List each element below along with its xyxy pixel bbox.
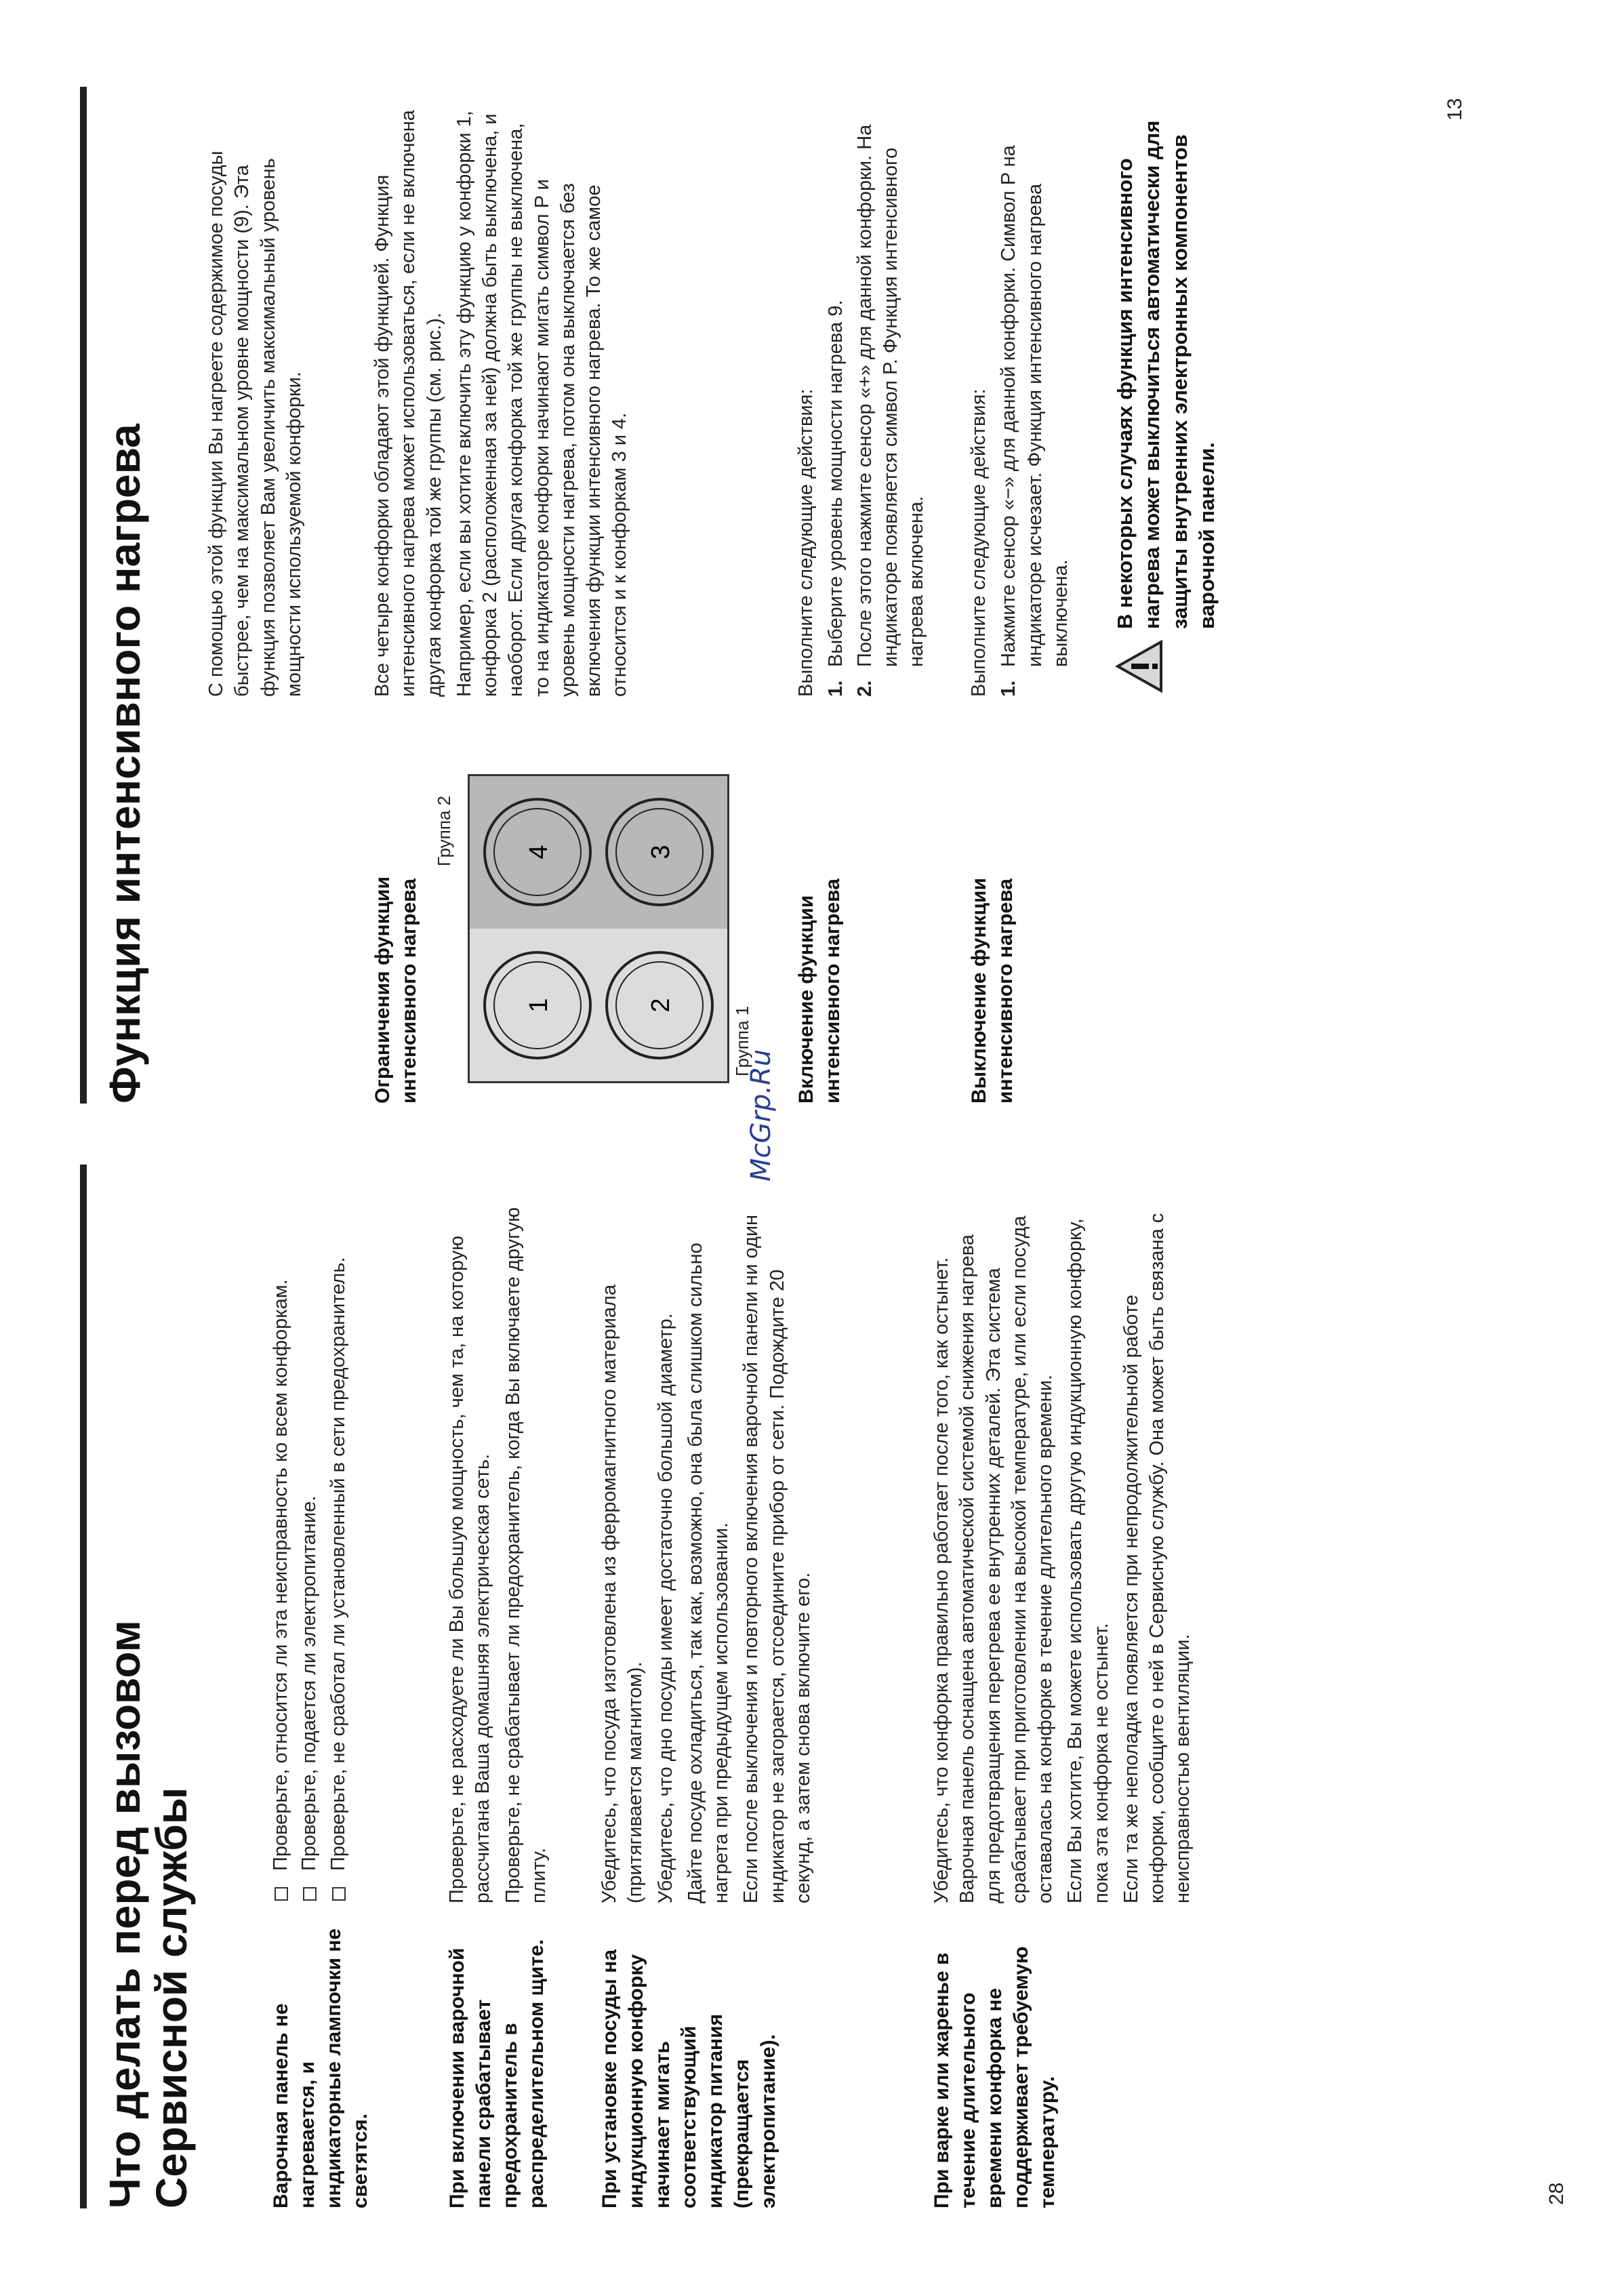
step-text: Нажмите сенсор «−» для данной конфорки. Символ P на индикаторе исчезает. Функция интенсивного нагрева выключена. [998, 145, 1072, 667]
section2-paragraph: Проверьте, не срабатывает ли предохранитель, когда Вы включаете другую плиту. [502, 1207, 550, 1903]
section4-paragraph: Если та же неполадка появляется при непродолжительной работе конфорки, сообщите о ней в Сервисную службу. Она может быть связана с неисправностью вентиляции. [1120, 1213, 1194, 1903]
left-page-number: 28 [1545, 2182, 1568, 2205]
disable-lead: Выполните следующие действия: [968, 388, 990, 697]
section4-paragraph: Убедитесь, что конфорка правильно работает после того, как остынет. Варочная панель оснащена автоматической системой снижения нагрева для предотвращения перегрева ее внутренних деталей. Эта система срабатывает при приготовлении на высокой температуре, или если посуда оставалась на конфорке в течение длительного времени. [931, 1215, 1057, 1903]
check-item: Проверьте, не сработал ли установленный в сети предохранитель. [325, 1198, 351, 1903]
step-text: Выберите уровень мощности нагрева 9. [825, 300, 847, 667]
warning-text: В некоторых случаях функция интенсивного нагрева может выключиться автоматически для защиты внутренних электронных компонентов варочной панели. [1113, 120, 1219, 629]
right-page-number: 13 [1444, 98, 1466, 121]
limits-heading: Ограничения функции интенсивного нагрева [371, 876, 420, 1104]
step-number: 2. [853, 680, 876, 697]
burner-4-label: 4 [525, 845, 553, 860]
enable-lead: Выполните следующие действия: [795, 388, 817, 697]
group1-label: Группа 1 [732, 1005, 752, 1076]
section3-body [596, 1198, 820, 1903]
warning-icon [1115, 639, 1164, 693]
section2-body [444, 1198, 556, 1903]
check-item: Проверьте, относится ли эта неисправность ко всем конфоркам. [268, 1198, 293, 1903]
burner-3-label: 3 [647, 845, 675, 860]
left-page-top-bar [80, 1165, 87, 2208]
section2-heading: При включении варочной панели срабатывает предохранитель в распределительном щите. [446, 1939, 548, 2208]
left-title-line2: Сервисной службы [147, 1787, 197, 2208]
section3-heading: При установке посуды на индукционную конфорку начинает мигать соответствующий индикатор питания (прекращается электропитание). [598, 1949, 779, 2208]
step-number: 1. [825, 680, 847, 697]
hob-diagram [468, 774, 729, 1083]
limits-body [369, 100, 637, 697]
step-text: После этого нажмите сенсор «+» для данной конфорки. На индикаторе появляется символ P. Функция интенсивного нагрева включена. [853, 124, 928, 667]
section2-paragraph: Проверьте, не расходуете ли Вы большую мощность, чем та, на которую рассчитана Ваша домашняя электрическая сеть. [446, 1236, 494, 1903]
left-page-title [102, 1165, 195, 2208]
group1-zone [470, 929, 727, 1081]
section3-paragraph: Если после выключения и повторного включения варочной панели ни один индикатор не загорается, отсоедините прибор от сети. Подождите 20 секунд, а затем снова включите его. [740, 1214, 814, 1903]
section1-checklist [268, 1198, 351, 1903]
enable-body [793, 100, 932, 697]
limits-paragraph: Например, если вы хотите включить эту функцию у конфорки 1, конфорка 2 (расположенная за ней) должна быть выключена, и наоборот. Если другая конфорка той же группы не выключена, то на индикаторе конфорки начинают мигать символ P и уровень мощности нагрева, потом она выключается без включения функции интенсивного нагрева. То же самое относится и к конфоркам 3 и 4. [453, 110, 631, 697]
section3-paragraph: Дайте посуде охладиться, так как, возможно, она была слишком сильно нагрета при предыдущем использовании. [684, 1242, 733, 1903]
group2-zone [470, 776, 727, 929]
enable-step [823, 100, 849, 697]
section3-paragraph: Убедитесь, что дно посуды имеет достаточно большой диаметр. [654, 1313, 676, 1903]
hob-diagram-svg [470, 776, 727, 1081]
section4-body [929, 1198, 1200, 1903]
limits-paragraph: Все четыре конфорки обладают этой функцией. Функция интенсивного нагрева может использоваться, если не включена другая конфорка той же группы (см. рис.). [371, 110, 445, 697]
section3-paragraph: Убедитесь, что посуда изготовлена из ферромагнитного материала (притягивается магнитом). [598, 1284, 647, 1903]
group2-label: Группа 2 [434, 795, 454, 866]
burner-1-label: 1 [525, 998, 553, 1013]
disable-step [996, 100, 1074, 697]
check-item: Проверьте, подается ли электропитание. [296, 1198, 322, 1903]
burner-2-label: 2 [647, 998, 675, 1013]
enable-heading: Включение функции интенсивного нагрева [795, 878, 844, 1104]
disable-heading: Выключение функции интенсивного нагрева [968, 878, 1017, 1104]
intro-text: С помощью этой функции Вы нагреете содержимое посуды быстрее, чем на максимальном уровне мощности (9). Эта функция позволяет Вам увеличить максимальный уровень мощности используемой конфорки. [205, 150, 305, 697]
disable-body [966, 100, 1076, 697]
enable-step [852, 100, 930, 697]
step-number: 1. [998, 680, 1020, 697]
section4-paragraph: Если Вы хотите, Вы можете использовать другую индукционную конфорку, пока эта конфорка не остынет. [1064, 1218, 1112, 1903]
right-page-title: Функция интенсивного нагрева [100, 424, 149, 1104]
enable-steps [823, 100, 929, 697]
section1-heading: Варочная панель не нагревается, и индикаторные лампочки не светятся. [270, 1928, 371, 2208]
watermark: McGrp.Ru [746, 1049, 777, 1181]
left-title-line1: Что делать перед вызовом [100, 1619, 149, 2208]
section4-heading: При варке или жаренье в течение длительного времени конфорка не поддерживает требуемую температуру. [931, 1946, 1059, 2208]
right-page-top-bar [80, 87, 87, 1104]
disable-steps [996, 100, 1074, 697]
section1-body [268, 1198, 354, 1903]
